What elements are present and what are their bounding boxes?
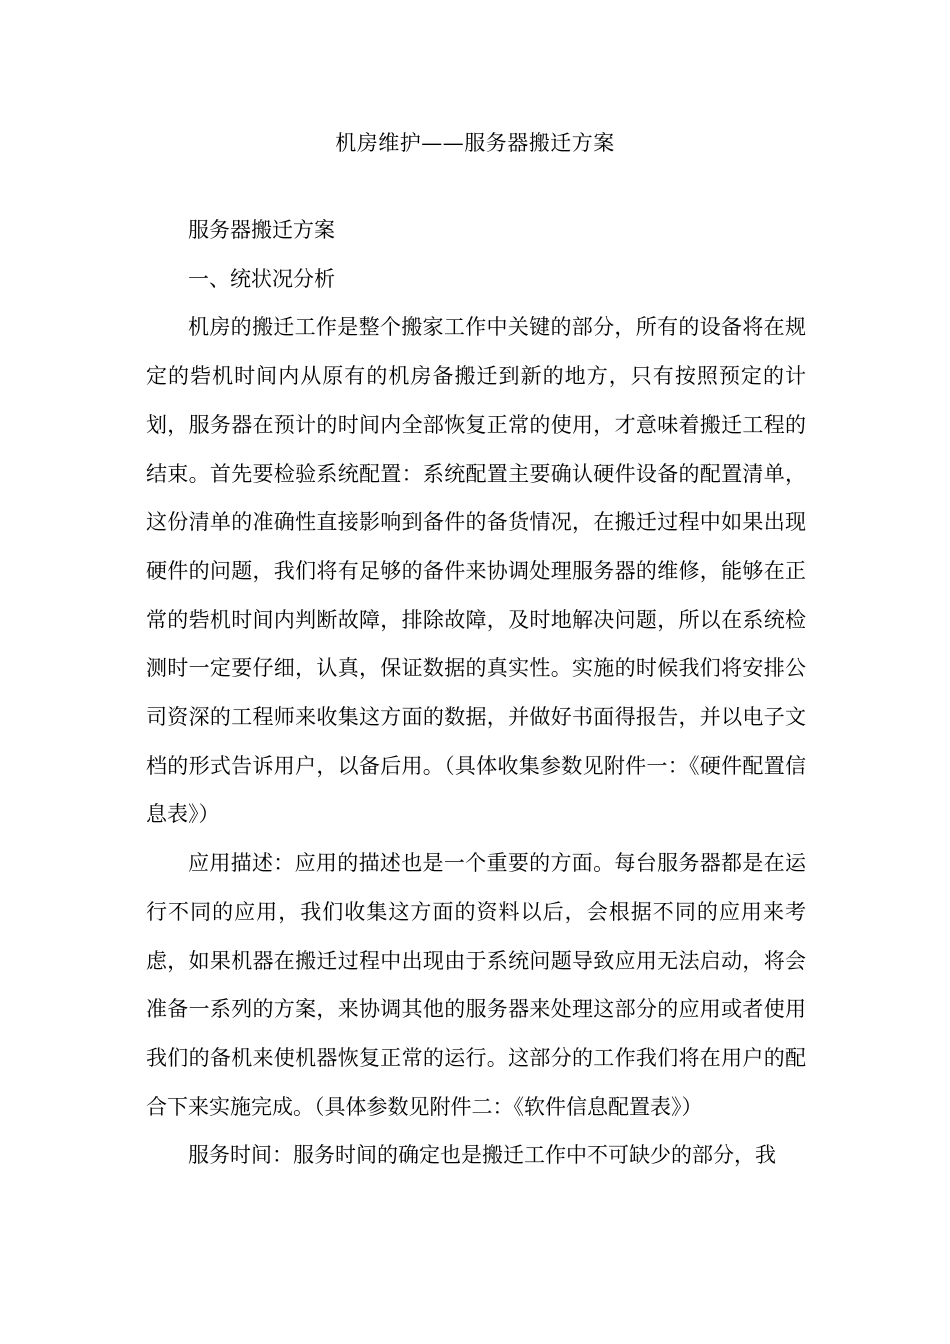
document-body [146,206,806,1180]
document-title: 机房维护——服务器搬迁方案 [335,131,615,155]
body-paragraph: 应用描述：应用的描述也是一个重要的方面。每台服务器都是在运行不同的应用，我们收集这方面的资料以后，会根据不同的应用来考虑，如果机器在搬迁过程中出现由于系统问题导致应用无法启动，将会准备一系列的方案，来协调其他的服务器来处理这部分的应用或者使用我们的备机来使机器恢复正常的运行。这部分的工作我们将在用户的配合下来实施完成。（具体参数见附件二：《软件信息配置表》） [146,851,806,1119]
section-heading: 服务器搬迁方案 [188,218,335,242]
body-paragraph: 服务时间：服务时间的确定也是搬迁工作中不可缺少的部分，我 [188,1143,776,1168]
body-paragraph: 机房的搬迁工作是整个搬家工作中关键的部分，所有的设备将在规定的砦机时间内从原有的机房备搬迁到新的地方，只有按照预定的计划，服务器在预计的时间内全部恢复正常的使用，才意味着搬迁工程的结束。首先要检验系统配置：系统配置主要确认硬件设备的配置清单，这份清单的准确性直接影响到备件的备货情况，在搬迁过程中如果出现硬件的问题，我们将有足够的备件来协调处理服务器的维修，能够在正常的砦机时间内判断故障，排除故障，及时地解决问题，所以在系统检测时一定要仔细，认真，保证数据的真实性。实施的时候我们将安排公司资深的工程师来收集这方面的数据，并做好书面得报告，并以电子文档的形式告诉用户，以备后用。（具体收集参数见附件一：《硬件配置信息表》） [146,315,806,827]
subsection-heading: 一、统状况分析 [188,266,335,291]
